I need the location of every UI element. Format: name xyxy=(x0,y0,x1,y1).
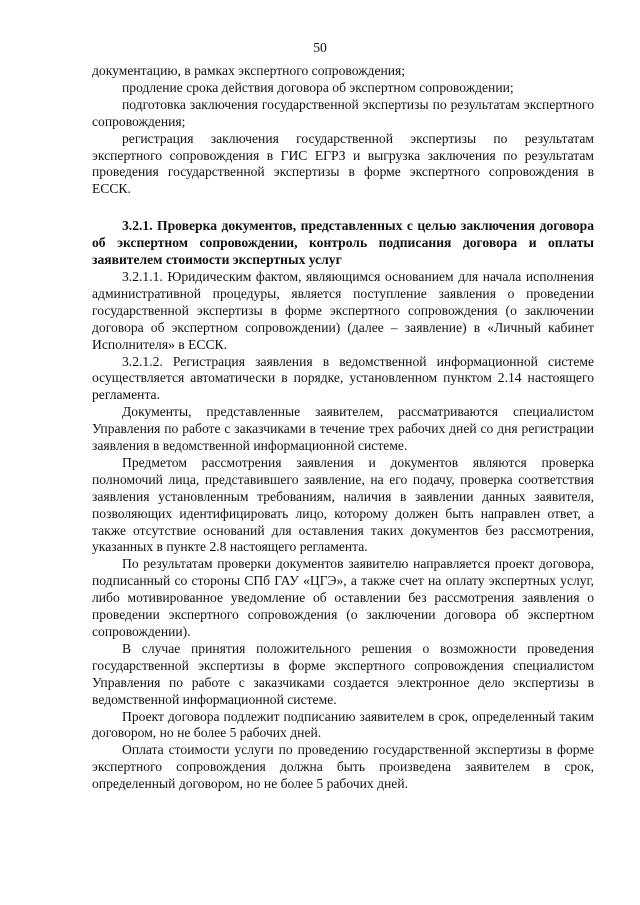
paragraph-documents-review: Документы, представленные заявителем, рассматриваются специалистом Управления по работе с заказчиками в течение трех рабочих дней со дня регистрации заявления в ведомственной информационной системе. xyxy=(92,404,594,454)
page-number: 50 xyxy=(313,40,327,55)
paragraph-positive-decision: В случае принятия положительного решения о возможности проведения государственной экспертизы в форме экспертного сопровождения специалистом Управления по работе с заказчиками создается электронное дело экспертизы в ведомственной информационной системе. xyxy=(92,640,594,707)
paragraph-review-results: По результатам проверки документов заявителю направляется проект договора, подписанный со стороны СПб ГАУ «ЦГЭ», а также счет на оплату экспертных услуг, либо мотивированное уведомление об оставлении без рассмотрения заявления о проведении экспертного сопровождения (о заключении договора об экспертном сопровождении). xyxy=(92,556,594,639)
page-content xyxy=(92,63,594,793)
list-item-conclusion-preparation: подготовка заключения государственной экспертизы по результатам экспертного сопровождения; xyxy=(92,96,594,129)
list-item-documentation: документацию, в рамках экспертного сопровождения; xyxy=(92,63,406,78)
paragraph-3-2-1-1: 3.2.1.1. Юридическим фактом, являющимся основанием для начала исполнения административной процедуры, является поступление заявления о проведении государственной экспертизы в форме экспертного сопровождения (о заключении договора об экспертном сопровождении) (далее – заявление) в «Личный кабинет Исполнителя» в ЕССК. xyxy=(92,268,594,352)
list-item-conclusion-registration: регистрация заключения государственной экспертизы по результатам экспертного сопровождения в ГИС ЕГРЗ и выгрузка заключения по результатам проведения государственной экспертизы в форме экспертного сопровождения в ЕССК. xyxy=(92,130,594,197)
paragraph-payment: Оплата стоимости услуги по проведению государственной экспертизы в форме экспертного сопровождения должна быть произведена заявителем в срок, определенный договором, но не более 5 рабочих дней. xyxy=(92,742,594,792)
paragraph-review-subject: Предметом рассмотрения заявления и документов являются проверка полномочий лица, представившего заявление, на его подачу, проверка соответствия заявления установленным требованиям, наличия в заявлении данных заявителя, позволяющих идентифицировать лицо, которому должен быть направлен ответ, а также отсутствие оснований для оставления таких документов без рассмотрения, указанных в пункте 2.8 настоящего регламента. xyxy=(92,454,594,555)
paragraph-contract-signing: Проект договора подлежит подписанию заявителем в срок, определенный таким договором, но не более 5 рабочих дней. xyxy=(92,708,594,741)
section-heading: 3.2.1. Проверка документов, представленных с целью заключения договора об экспертном сопровождении, контроль подписания договора и оплаты заявителем стоимости экспертных услуг xyxy=(92,218,594,268)
paragraph-3-2-1-2: 3.2.1.2. Регистрация заявления в ведомственной информационной системе осуществляется автоматически в порядке, установленном пунктом 2.14 настоящего регламента. xyxy=(92,353,594,403)
list-item-contract-extension: продление срока действия договора об экспертном сопровождении; xyxy=(122,79,514,95)
